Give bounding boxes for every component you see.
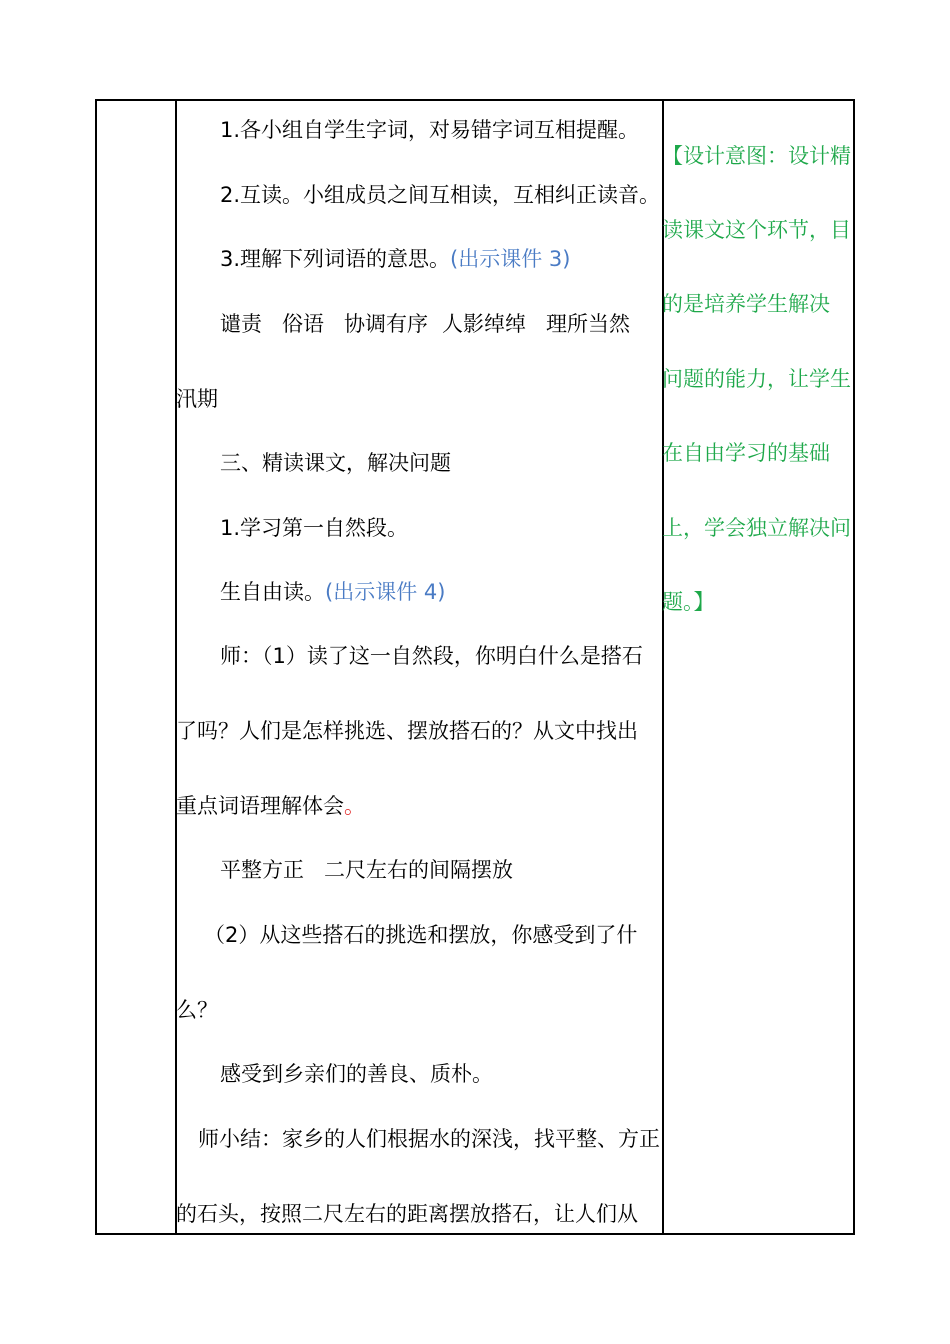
design-intent-line: 读课文这个环节，目 xyxy=(662,218,851,242)
text-line: （2）从这些搭石的挑选和摆放，你感受到了什 xyxy=(204,923,638,947)
column-divider xyxy=(662,101,664,1233)
courseware-note: (出示课件 4) xyxy=(325,580,446,604)
design-intent-line: 问题的能力，让学生 xyxy=(662,367,851,391)
text-line: 感受到乡亲们的善良、质朴。 xyxy=(220,1062,493,1086)
text-line: 汛期 xyxy=(176,387,218,411)
text-line: 1.学习第一自然段。 xyxy=(220,516,409,540)
text-line: 2.互读。小组成员之间互相读，互相纠正读音。 xyxy=(220,183,661,207)
column-divider xyxy=(175,101,177,1233)
design-intent-line: 【设计意图：设计精 xyxy=(662,144,851,168)
design-intent-line: 的是培养学生解决 xyxy=(662,292,830,316)
text-line: 么？ xyxy=(176,998,218,1022)
design-intent-line: 在自由学习的基础 xyxy=(662,441,830,465)
text-line: 重点词语理解体会。 xyxy=(176,794,365,818)
courseware-note: (出示课件 3) xyxy=(450,247,571,271)
design-intent-line: 上，学会独立解决问 xyxy=(662,516,851,540)
text-line: 1.各小组自学生字词，对易错字词互相提醒。 xyxy=(220,118,640,142)
vocab-line: 谴责 俗语 协调有序 人影绰绰 理所当然 xyxy=(220,312,630,336)
text-line: 了吗？人们是怎样挑选、摆放搭石的？从文中找出 xyxy=(176,719,638,743)
design-intent-line: 题。】 xyxy=(662,590,715,614)
text-line: 生自由读。(出示课件 4) xyxy=(220,580,446,604)
text-line: 师：（1）读了这一自然段，你明白什么是搭石 xyxy=(220,644,643,668)
text-line: 平整方正 二尺左右的间隔摆放 xyxy=(220,858,513,882)
section-heading: 三、精读课文，解决问题 xyxy=(220,451,451,475)
text-line: 3.理解下列词语的意思。(出示课件 3) xyxy=(220,247,571,271)
text-line: 师小结：家乡的人们根据水的深浅，找平整、方正 xyxy=(198,1127,660,1151)
text-line: 的石头，按照二尺左右的距离摆放搭石，让人们从 xyxy=(176,1202,638,1226)
